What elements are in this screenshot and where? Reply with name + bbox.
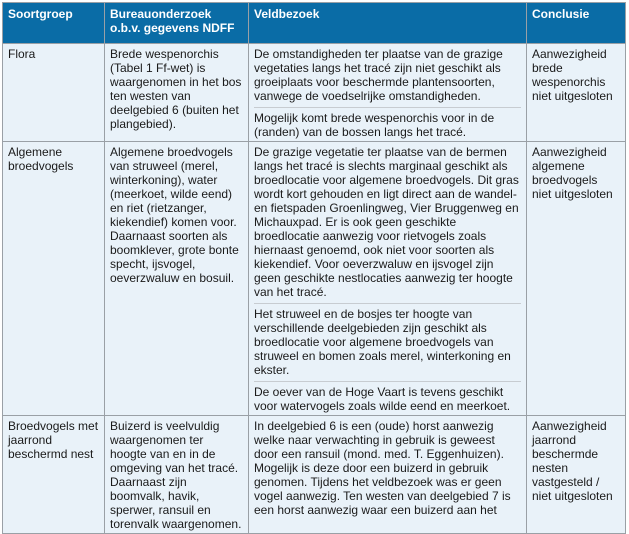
cell-bureauonderzoek: Buizerd is veelvuldig waargenomen ter hoogte van en in de omgeving van het tracé. Daarnaast zijn boomvalk, havik, sperwer, ransuil en torenvalk waargenomen.: [105, 416, 249, 534]
cell-veldbezoek: [249, 142, 527, 416]
cell-conclusie: Aanwezigheid brede wespenorchis niet uitgesloten: [527, 44, 626, 142]
veld-paragraph: In deelgebied 6 is een (oude) horst aanwezig welke naar verwachting in gebruik is geweest door een ransuil (mond. med. T. Eggenhuizen). Mogelijk is deze door een buizerd in gebruik genomen. Tijdens het veldbezoek was er geen vogel aanwezig. Ten westen van deelgebied 7 is een horst aanwezig waar een buizerd aan het: [254, 419, 511, 517]
header-bureauonderzoek: Bureauonderzoek o.b.v. gegevens NDFF: [105, 3, 249, 44]
cell-conclusie: Aanwezigheid algemene broedvogels niet uitgesloten: [527, 142, 626, 416]
cell-soortgroep: Broedvogels met jaarrond beschermd nest: [3, 416, 105, 534]
cell-conclusie: Aanwezigheid jaarrond beschermde nesten vastgesteld / niet uitgesloten: [527, 416, 626, 534]
header-veldbezoek: Veldbezoek: [249, 3, 527, 44]
veld-paragraph: De oever van de Hoge Vaart is tevens geschikt voor watervogels zoals wilde eend en meerkoet.: [254, 381, 521, 413]
cell-veldbezoek: [249, 416, 527, 534]
header-conclusie: Conclusie: [527, 3, 626, 44]
header-row: [3, 3, 626, 44]
table-row: [3, 416, 626, 534]
cell-veldbezoek: [249, 44, 527, 142]
veld-paragraph: Mogelijk komt brede wespenorchis voor in de (randen) van de bossen langs het tracé.: [254, 107, 521, 139]
table-row: [3, 142, 626, 416]
veld-paragraph: De omstandigheden ter plaatse van de grazige vegetaties langs het tracé zijn niet geschikt als groeiplaats voor beschermde plantensoorten, vanwege de voedselrijke omstandigheden.: [254, 47, 503, 103]
header-soortgroep: Soortgroep: [3, 3, 105, 44]
cell-soortgroep: Algemene broedvogels: [3, 142, 105, 416]
species-table: [2, 2, 626, 534]
veld-paragraph: Het struweel en de bosjes ter hoogte van verschillende deelgebieden zijn geschikt als broedlocatie voor algemene broedvogels van struweel en bomen zoals merel, winterkoning en ekster.: [254, 303, 521, 377]
cell-bureauonderzoek: Algemene broedvogels van struweel (merel, winterkoning), water (meerkoet, wilde eend) en riet (rietzanger, kiekendief) komen voor. Daarnaast soorten als boomklever, grote bonte specht, ijsvogel, oeverzwaluw en bosuil.: [105, 142, 249, 416]
cell-bureauonderzoek: Brede wespenorchis (Tabel 1 Ff-wet) is waargenomen in het bos ten westen van deelgebied 6 (buiten het plangebied).: [105, 44, 249, 142]
table-row: [3, 44, 626, 142]
veld-paragraph: De grazige vegetatie ter plaatse van de bermen langs het tracé is slechts marginaal geschikt als broedlocatie voor algemene broedvogels. Dit gras wordt kort gehouden en ligt direct aan de wandel- en fietspaden Groenlingweg, Vier Bruggenweg en Michauxpad. Er is ook geen geschikte broedlocatie aanwezig voor rietvogels zoals hiernaast genoemd, ook niet voor soorten als kiekendief. Voor oeverzwaluw en ijsvogel zijn geen geschikte nestlocaties aanwezig ter hoogte van het tracé.: [254, 145, 519, 299]
cell-soortgroep: Flora: [3, 44, 105, 142]
